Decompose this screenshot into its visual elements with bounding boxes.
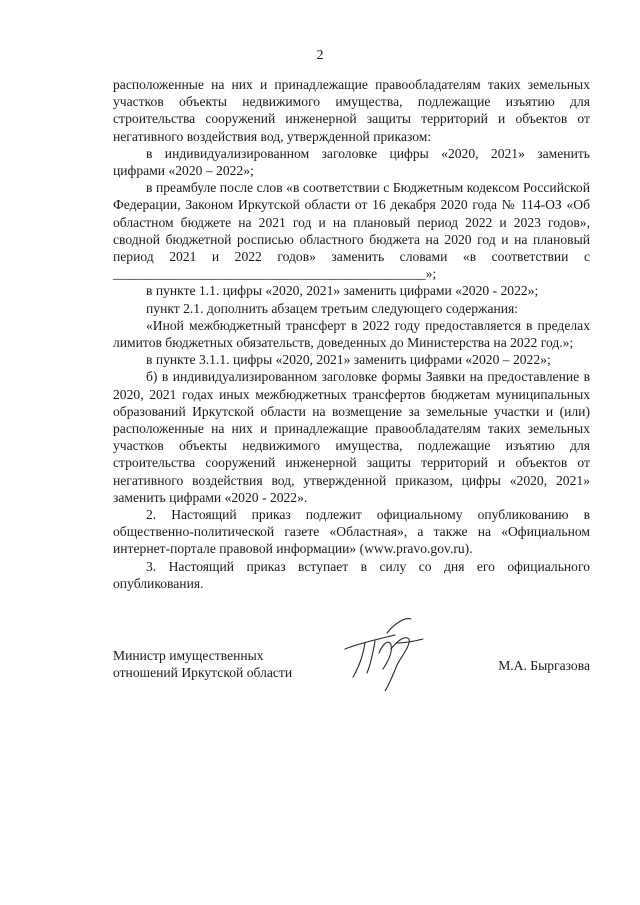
- signatory-title: [113, 647, 292, 681]
- signature-block: [113, 647, 590, 707]
- signatory-title-line1: Министр имущественных: [113, 648, 264, 663]
- paragraph-subitem-b: б) в индивидуализированном заголовке формы Заявки на предоставление в 2020, 2021 годах иных межбюджетных трансфертов бюджетам муниципальных образований Иркутской области на возмещение за земельные участки и (или) расположенные на них и принадлежащие правообладателям таких земельных участков объекты недвижимого имущества, подлежащие изъятию для строительства сооружений инженерной защиты территорий и объектов от негативного воздействия вод, утвержденной приказом, цифры «2020, 2021» заменить цифрами «2020 - 2022».: [113, 369, 590, 505]
- paragraph-continuation: расположенные на них и принадлежащие правообладателям таких земельных участков объекты недвижимого имущества, подлежащие изъятию для строительства сооружений инженерной защиты территорий и объектов от негативного воздействия вод, утвержденной приказом:: [113, 77, 590, 144]
- paragraph-preamble-change: в преамбуле после слов «в соответствии с Бюджетным кодексом Российской Федерации, Законом Иркутской области от 16 декабря 2020 года № 114-ОЗ «Об областном бюджете на 2021 год и на плановый период 2022 и 2023 годов», сводной бюджетной росписью областного бюджета на 2020 год и на плановый период 2021 и 2022 годов» заменить словами «в соответствии с ______________________________________________»;: [113, 180, 590, 282]
- page-number: 2: [316, 48, 324, 63]
- signatory-title-line2: отношений Иркутской области: [113, 665, 293, 680]
- document-body: [113, 76, 590, 592]
- handwritten-signature: [335, 613, 435, 691]
- signatory-name: М.А. Быргазова: [498, 658, 590, 673]
- paragraph-item-1-1: в пункте 1.1. цифры «2020, 2021» заменить цифрами «2020 - 2022»;: [146, 283, 539, 299]
- paragraph-item-3-1-1: в пункте 3.1.1. цифры «2020, 2021» заменить цифрами «2020 – 2022»;: [146, 352, 551, 368]
- paragraph-header-change: в индивидуализированном заголовке цифры «2020, 2021» заменить цифрами «2020 – 2022»;: [113, 145, 590, 179]
- paragraph-item-2: 2. Настоящий приказ подлежит официальному опубликованию в общественно-политической газете «Областная», а также на «Официальном интернет-портале правовой информации» (www.pravo.gov.ru).: [113, 507, 590, 557]
- paragraph-item-3: 3. Настоящий приказ вступает в силу со дня его официального опубликования.: [113, 558, 590, 591]
- paragraph-quote: «Иной межбюджетный трансферт в 2022 году предоставляется в пределах лимитов бюджетных обязательств, доведенных до Министерства на 2022 год.»;: [113, 317, 590, 351]
- paragraph-item-2-1: пункт 2.1. дополнить абзацем третьим следующего содержания:: [146, 300, 519, 316]
